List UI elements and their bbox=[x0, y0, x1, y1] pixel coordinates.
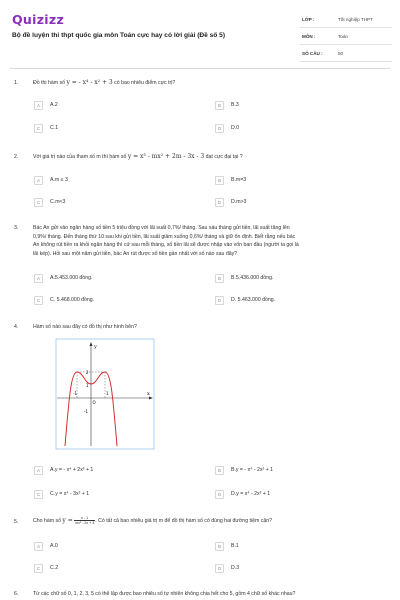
question-number: 2. bbox=[14, 154, 19, 160]
question-line: An không rút tiền ra khỏi ngân hàng thì cứ sau mỗi tháng, số tiền lãi sẽ được nhập vào vốn ban đầu (người ta gọi là bbox=[33, 242, 299, 248]
meta-row-question-count bbox=[300, 48, 392, 62]
option-text: D.3 bbox=[231, 565, 240, 571]
option-text: B.1 bbox=[231, 543, 239, 549]
option-text: D.y = x⁴ - 2x² + 1 bbox=[231, 491, 271, 497]
option-text: C.1 bbox=[50, 125, 59, 131]
question-text-part: Đồ thị hàm số bbox=[33, 80, 67, 86]
question-text-part: Cho hàm số bbox=[33, 517, 63, 524]
option-letter: A bbox=[34, 274, 43, 283]
question-text-part: có bao nhiêu điểm cực trị? bbox=[112, 80, 176, 86]
meta-label: SỐ CÂU : bbox=[302, 51, 323, 56]
question-text bbox=[33, 153, 243, 162]
option-text: B.m=3 bbox=[231, 177, 247, 183]
question-number: 4. bbox=[14, 324, 19, 330]
question-line: 0,9%/ tháng. Đến tháng thứ 10 sau khi gửi tiền, lãi suất giảm xuống 0,6%/ tháng và giữ ổn định. Biết rằng nếu bác bbox=[33, 233, 296, 240]
question-formula: y = - x⁴ - x² + 3 bbox=[66, 79, 113, 86]
option-text: A.2 bbox=[50, 102, 58, 108]
question-formula-lhs: y = bbox=[62, 516, 73, 524]
question-fraction bbox=[74, 516, 95, 525]
option-letter: D bbox=[215, 564, 224, 573]
meta-value: Toán bbox=[338, 34, 348, 39]
option-text: B.5.436.000 đồng. bbox=[231, 275, 274, 281]
tick-label: -1 bbox=[73, 391, 77, 396]
question-number: 5. bbox=[14, 519, 19, 525]
question-text bbox=[33, 79, 175, 88]
question-number: 3. bbox=[14, 225, 19, 231]
option-letter: A bbox=[34, 101, 43, 110]
option-text: D.m>3 bbox=[231, 199, 247, 205]
option-text: C. 5.468.000 đồng. bbox=[50, 297, 95, 303]
option-text: D. 5.463.000 đồng. bbox=[231, 297, 276, 303]
option-letter: B bbox=[215, 466, 224, 475]
option-letter: C bbox=[34, 490, 43, 499]
question-text bbox=[33, 224, 393, 258]
tick-label: 1 bbox=[106, 391, 109, 396]
option-text: C.y = x⁴ - 3x² + 1 bbox=[50, 491, 90, 497]
fraction-numerator: x - 1 bbox=[74, 516, 95, 521]
option-letter: A bbox=[34, 176, 43, 185]
question-text-part: . Có tất cả bao nhiêu giá trị m để đồ thị hàm số có đúng hai đường tiệm cận? bbox=[95, 517, 273, 524]
document-meta bbox=[300, 14, 392, 62]
option-text: A.5.453.000 đồng. bbox=[50, 275, 93, 281]
option-letter: B bbox=[215, 542, 224, 551]
option-letter: A bbox=[34, 466, 43, 475]
option-letter: D bbox=[215, 198, 224, 207]
option-text: A.0 bbox=[50, 543, 58, 549]
meta-value: Tốt nghiệp THPT bbox=[338, 17, 373, 22]
meta-row-grade bbox=[300, 14, 392, 28]
option-letter: C bbox=[34, 124, 43, 133]
tick-label: 2 bbox=[86, 370, 89, 375]
quizizz-logo: Quizizz bbox=[12, 12, 65, 27]
question-text-part: Với giá trị nào của tham số m thì hàm số bbox=[33, 154, 128, 160]
header-divider bbox=[10, 68, 390, 69]
question-number: 1. bbox=[14, 80, 19, 86]
question-line: Bác An gửi vào ngân hàng số tiền 5 triệu đồng với lãi suất 0,7%/ tháng. Sau sáu tháng gửi tiền, lãi suất tăng lên bbox=[33, 225, 290, 231]
option-letter: B bbox=[215, 274, 224, 283]
meta-row-subject bbox=[300, 31, 392, 45]
meta-value: 50 bbox=[338, 51, 344, 56]
question-text-part: đạt cực đại tại ? bbox=[204, 154, 243, 160]
function-graph bbox=[55, 338, 155, 450]
option-text: A.m ≤ 3 bbox=[50, 177, 68, 183]
question-text: Hàm số nào sau đây có đồ thị như hình bên? bbox=[33, 324, 137, 330]
option-text: A.y = - x⁴ + 2x² + 1 bbox=[50, 467, 94, 473]
document-title: Bộ đề luyện thi thpt quốc gia môn Toán cực hay có lời giải (Đề số 5) bbox=[12, 32, 226, 39]
document-header bbox=[0, 0, 400, 72]
origin-label: O bbox=[92, 400, 96, 405]
option-letter: D bbox=[215, 124, 224, 133]
tick-label: 1 bbox=[86, 383, 89, 388]
option-letter: C bbox=[34, 296, 43, 305]
meta-label: MÔN : bbox=[302, 34, 316, 39]
question-line: lãi kép). Hỏi sau một năm gửi tiền, bác An rút được số tiền gần nhất với số nào sau đây? bbox=[33, 250, 238, 257]
y-axis-arrow bbox=[90, 342, 93, 346]
option-letter: C bbox=[34, 564, 43, 573]
option-letter: D bbox=[215, 296, 224, 305]
option-text: C.m<3 bbox=[50, 199, 66, 205]
option-letter: D bbox=[215, 490, 224, 499]
question-text: Từ các chữ số 0, 1, 2, 3, 5 có thể lập được bao nhiêu số tự nhiên không chia hết cho 5, gồm 4 chữ số khác nhau? bbox=[33, 591, 296, 597]
option-letter: C bbox=[34, 198, 43, 207]
question-formula: y = x³ - mx² + 2m - 3x - 3 bbox=[127, 153, 205, 160]
x-axis-label: x bbox=[147, 391, 150, 397]
question-text bbox=[33, 516, 272, 525]
option-text: B.y = - x⁴ - 2x² + 1 bbox=[231, 467, 274, 473]
option-letter: B bbox=[215, 176, 224, 185]
option-text: C.2 bbox=[50, 565, 59, 571]
y-axis-label: y bbox=[94, 344, 97, 350]
option-letter: B bbox=[215, 101, 224, 110]
meta-label: LỚP : bbox=[302, 17, 315, 22]
question-number: 6. bbox=[14, 591, 19, 597]
tick-label: -1 bbox=[84, 409, 88, 414]
option-letter: A bbox=[34, 542, 43, 551]
option-text: D.0 bbox=[231, 125, 240, 131]
fraction-denominator: mx² - 2x + 3 bbox=[75, 521, 95, 525]
option-text: B.3 bbox=[231, 102, 239, 108]
